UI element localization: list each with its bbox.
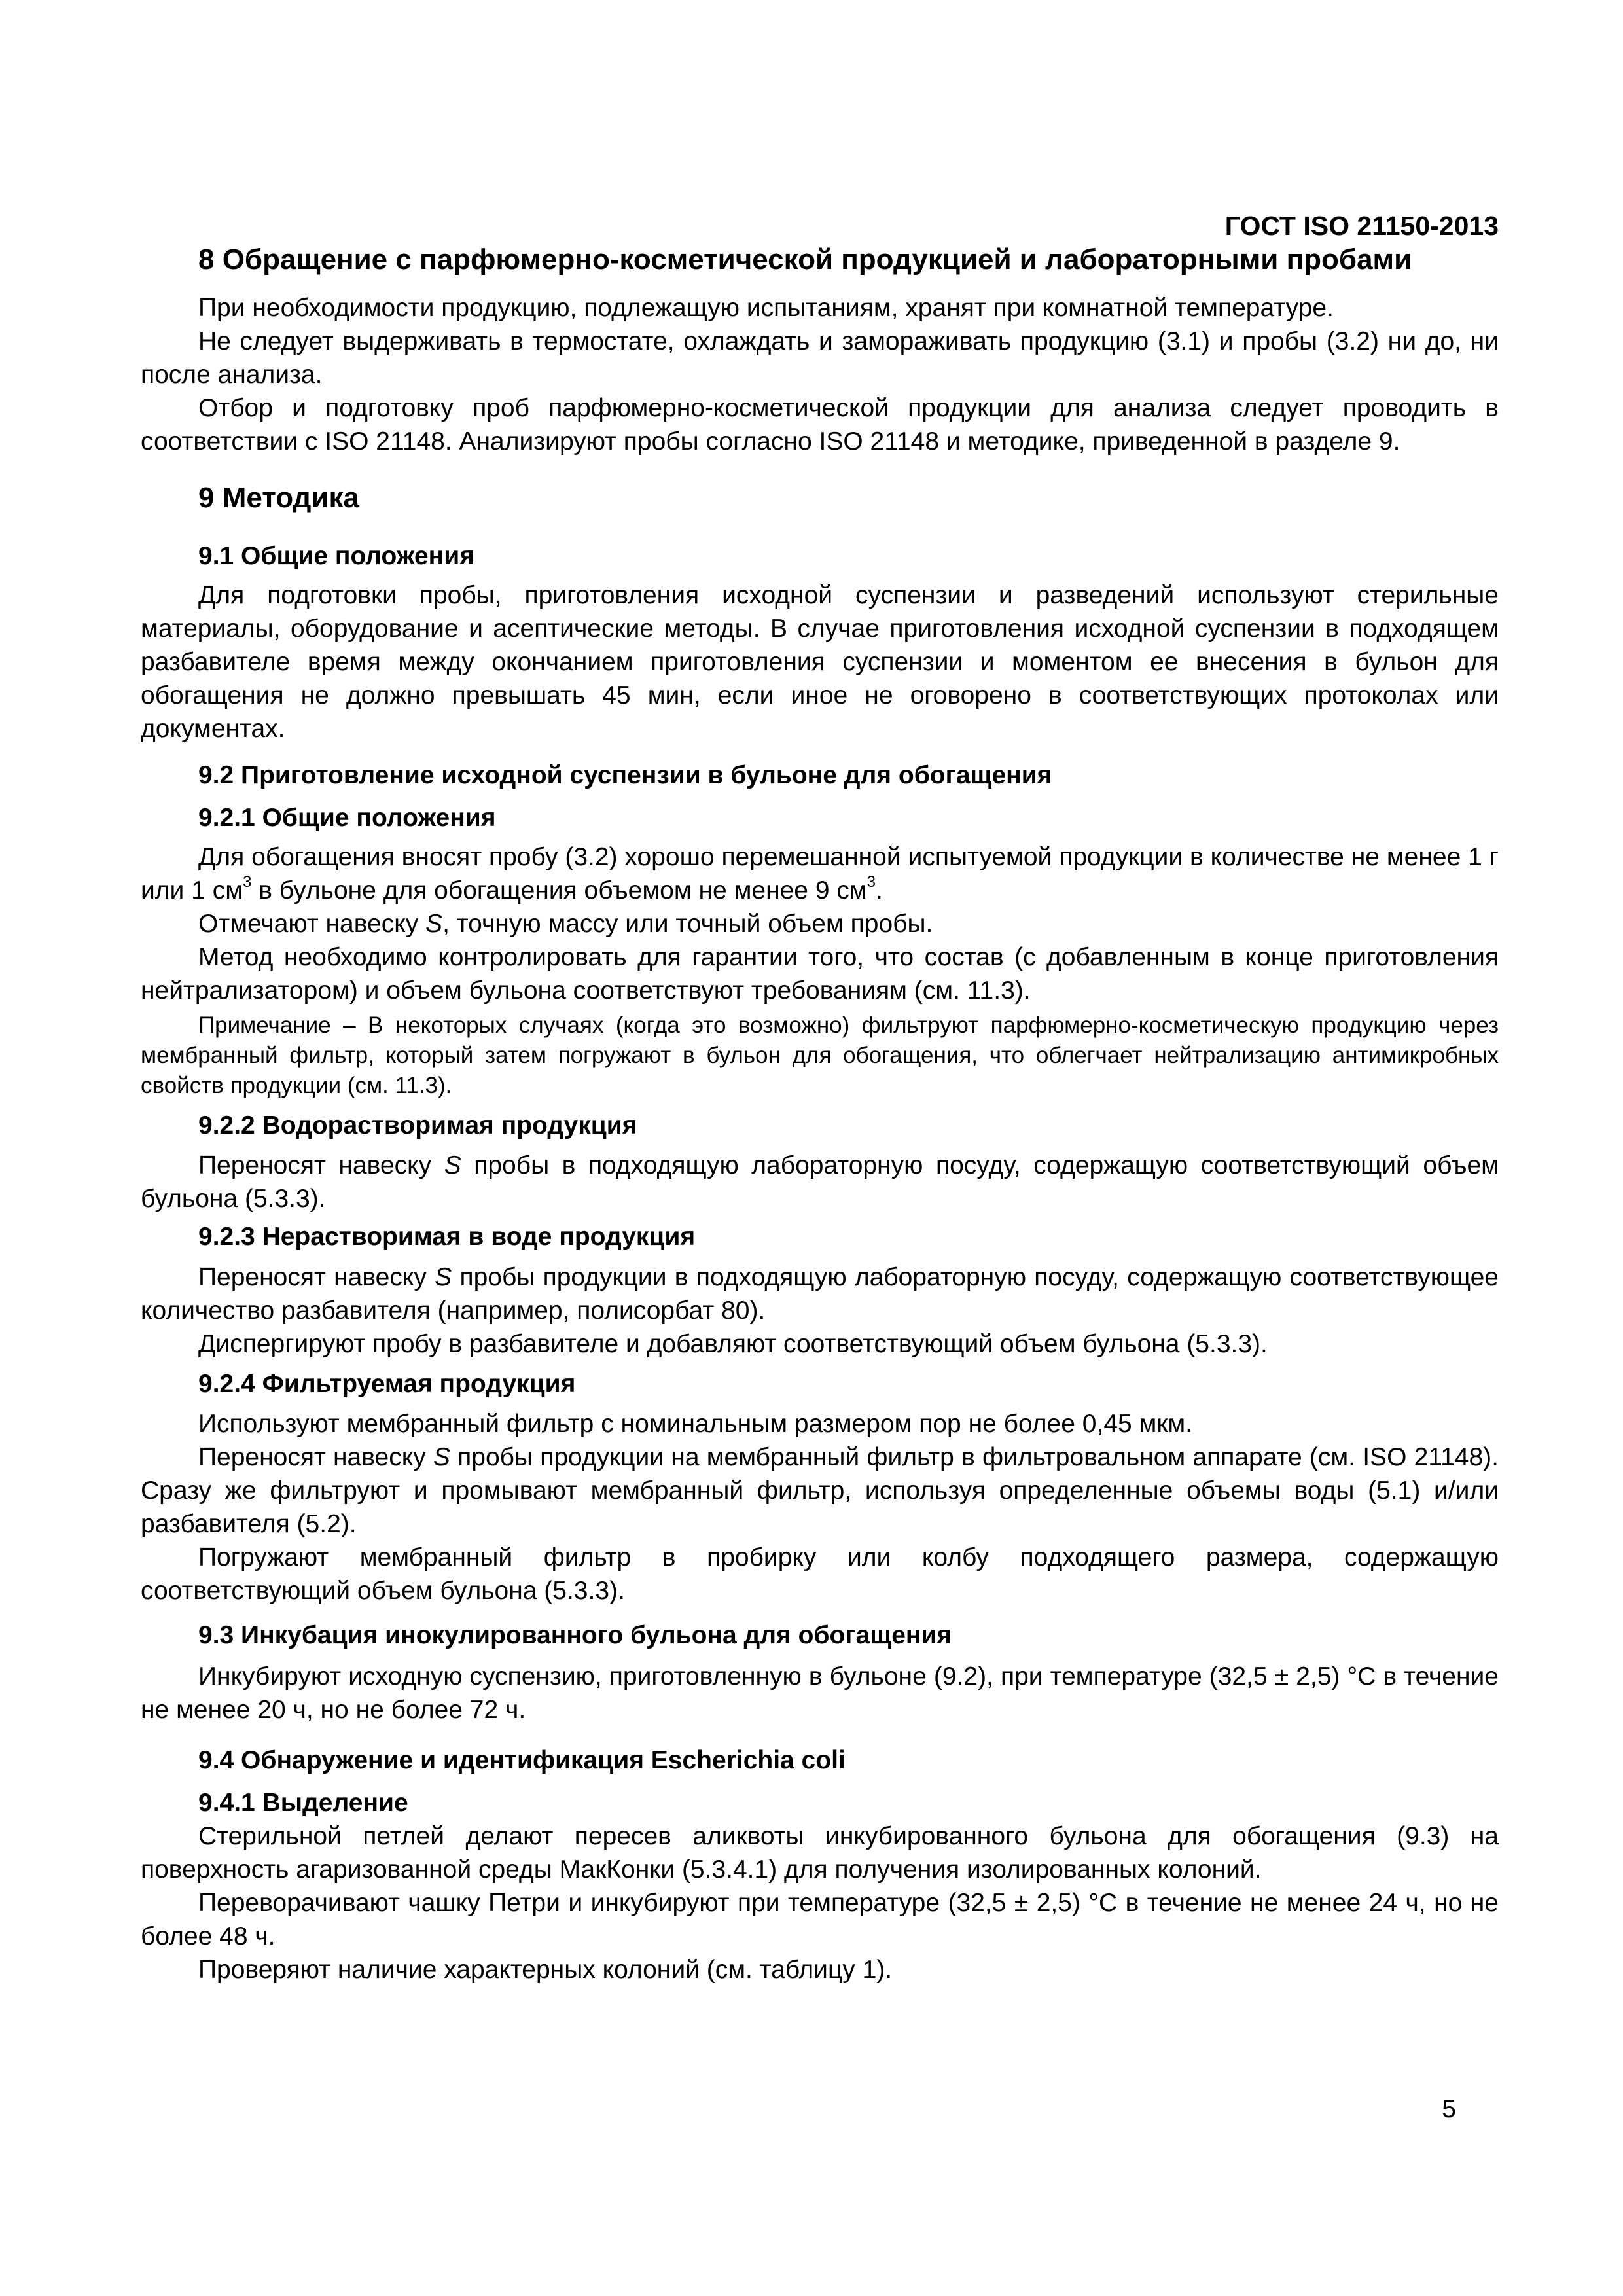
paragraph-text: Для обогащения вносят пробу (3.2) хорошо перемешанной испытуемой продукции в количестве не менее 1 г или 1 см xyxy=(141,843,1499,905)
paragraph-8-3: Отбор и подготовку проб парфюмерно-косметической продукции для анализа следует проводить в соответствии с ISO 21148. Анализируют пробы согласно ISO 21148 и методике, приведенной в разделе 9. xyxy=(141,394,1499,456)
page-number: 5 xyxy=(1442,2095,1456,2123)
paragraph-9-4-1-1: Стерильной петлей делают пересев аликвоты инкубированного бульона для обогащения (9.3) на поверхность агаризованной среды МакКонки (5.3.4.1) для получения изолированных колоний. xyxy=(141,1822,1499,1884)
variable-S: S xyxy=(435,1263,452,1291)
paragraph-text: Переносят навеску xyxy=(198,1443,433,1471)
variable-S: S xyxy=(425,910,443,938)
superscript-cm3: 3 xyxy=(866,873,876,891)
paragraph-9-2-2-1 xyxy=(141,1149,1499,1215)
heading-9-2-3: 9.2.3 Нерастворимая в воде продукция xyxy=(198,1223,696,1251)
paragraph-text: Отмечают навеску xyxy=(198,910,426,938)
paragraph-8-2: Не следует выдерживать в термостате, охлаждать и замораживать продукцию (3.1) и пробы (3.2) ни до, ни после анализа. xyxy=(141,327,1499,389)
paragraph-text: Переносят навеску xyxy=(198,1263,435,1291)
paragraph-9-1-1: Для подготовки пробы, приготовления исходной суспензии и разведений используют стерильные материалы, оборудование и асептические методы. В случае приготовления исходной суспензии в подходящем разбавителе время между окончанием приготовления суспензии и моментом ее внесения в бульон для обогащения не должно превышать 45 мин, если иное не оговорено в соответствующих протоколах или документах. xyxy=(141,581,1499,743)
paragraph-9-2-4-1: Используют мембранный фильтр с номинальным размером пор не более 0,45 мкм. xyxy=(198,1410,1193,1438)
heading-9-2-1: 9.2.1 Общие положения xyxy=(198,804,496,832)
paragraph-9-2-4-2 xyxy=(141,1441,1499,1541)
document-header: ГОСТ ISO 21150-2013 xyxy=(1224,211,1499,241)
paragraph-9-2-3-1 xyxy=(141,1261,1499,1327)
heading-9-1: 9.1 Общие положения xyxy=(198,542,474,570)
note-9-2-1: Примечание – В некоторых случаях (когда это возможно) фильтруют парфюмерно-косметическую продукцию через мембранный фильтр, который затем погружают в бульон для обогащения, что облегчает нейтрализацию антимикробных свойств продукции (см. 11.3). xyxy=(141,1013,1499,1098)
paragraph-text: . xyxy=(876,876,883,905)
heading-9-4: 9.4 Обнаружение и идентификация Escherichia coli xyxy=(198,1746,846,1774)
paragraph-9-2-3-2: Диспергируют пробу в разбавителе и добавляют соответствующий объем бульона (5.3.3). xyxy=(198,1330,1268,1358)
paragraph-9-2-4-3: Погружают мембранный фильтр в пробирку или колбу подходящего размера, содержащую соответствующий объем бульона (5.3.3). xyxy=(141,1543,1499,1605)
paragraph-text: в бульоне для обогащения объемом не менее 9 см xyxy=(251,876,867,905)
paragraph-8-1: При необходимости продукцию, подлежащую испытаниям, хранят при комнатной температуре. xyxy=(198,294,1334,322)
variable-S: S xyxy=(433,1443,450,1471)
paragraph-9-3-1: Инкубируют исходную суспензию, приготовленную в бульоне (9.2), при температуре (32,5 ± 2,5) °С в течение не менее 20 ч, но не более 72 ч. xyxy=(141,1662,1499,1724)
heading-9-2-2: 9.2.2 Водорастворимая продукция xyxy=(198,1111,637,1139)
heading-section-9: 9 Методика xyxy=(198,482,359,514)
paragraph-9-4-1-2: Переворачивают чашку Петри и инкубируют при температуре (32,5 ± 2,5) °С в течение не менее 24 ч, но не более 48 ч. xyxy=(141,1889,1499,1950)
paragraph-9-2-1-2 xyxy=(141,907,1499,941)
heading-section-8: 8 Обращение с парфюмерно-косметической продукцией и лабораторными пробами xyxy=(198,243,1412,276)
superscript-cm3: 3 xyxy=(243,873,252,891)
paragraph-text: пробы в подходящую лабораторную посуду, содержащую соответствующий объем бульона (5.3.3). xyxy=(141,1151,1499,1213)
variable-S: S xyxy=(444,1151,461,1179)
paragraph-9-4-1-3: Проверяют наличие характерных колоний (см. таблицу 1). xyxy=(198,1956,893,1984)
paragraph-text: Переносят навеску xyxy=(198,1151,444,1179)
heading-9-2: 9.2 Приготовление исходной суспензии в бульоне для обогащения xyxy=(198,761,1052,789)
paragraph-text: , точную массу или точный объем пробы. xyxy=(442,910,933,938)
heading-9-3: 9.3 Инкубация инокулированного бульона для обогащения xyxy=(198,1621,952,1649)
heading-9-2-4: 9.2.4 Фильтруемая продукция xyxy=(198,1370,576,1398)
paragraph-9-2-1-1 xyxy=(141,840,1499,907)
paragraph-9-2-1-3: Метод необходимо контролировать для гарантии того, что состав (с добавленным в конце приготовления нейтрализатором) и объем бульона соответствуют требованиям (см. 11.3). xyxy=(141,943,1499,1005)
paragraph-text: пробы продукции в подходящую лабораторную посуду, содержащую соответствующее количество разбавителя (например, полисорбат 80). xyxy=(141,1263,1499,1325)
paragraph-text: пробы продукции на мембранный фильтр в фильтровальном аппарате (см. ISO 21148). Сразу же фильтруют и промывают мембранный фильтр, используя определенные объемы воды (5.1) и/или разбавителя (5.2). xyxy=(141,1443,1499,1538)
heading-9-4-1: 9.4.1 Выделение xyxy=(198,1789,408,1817)
